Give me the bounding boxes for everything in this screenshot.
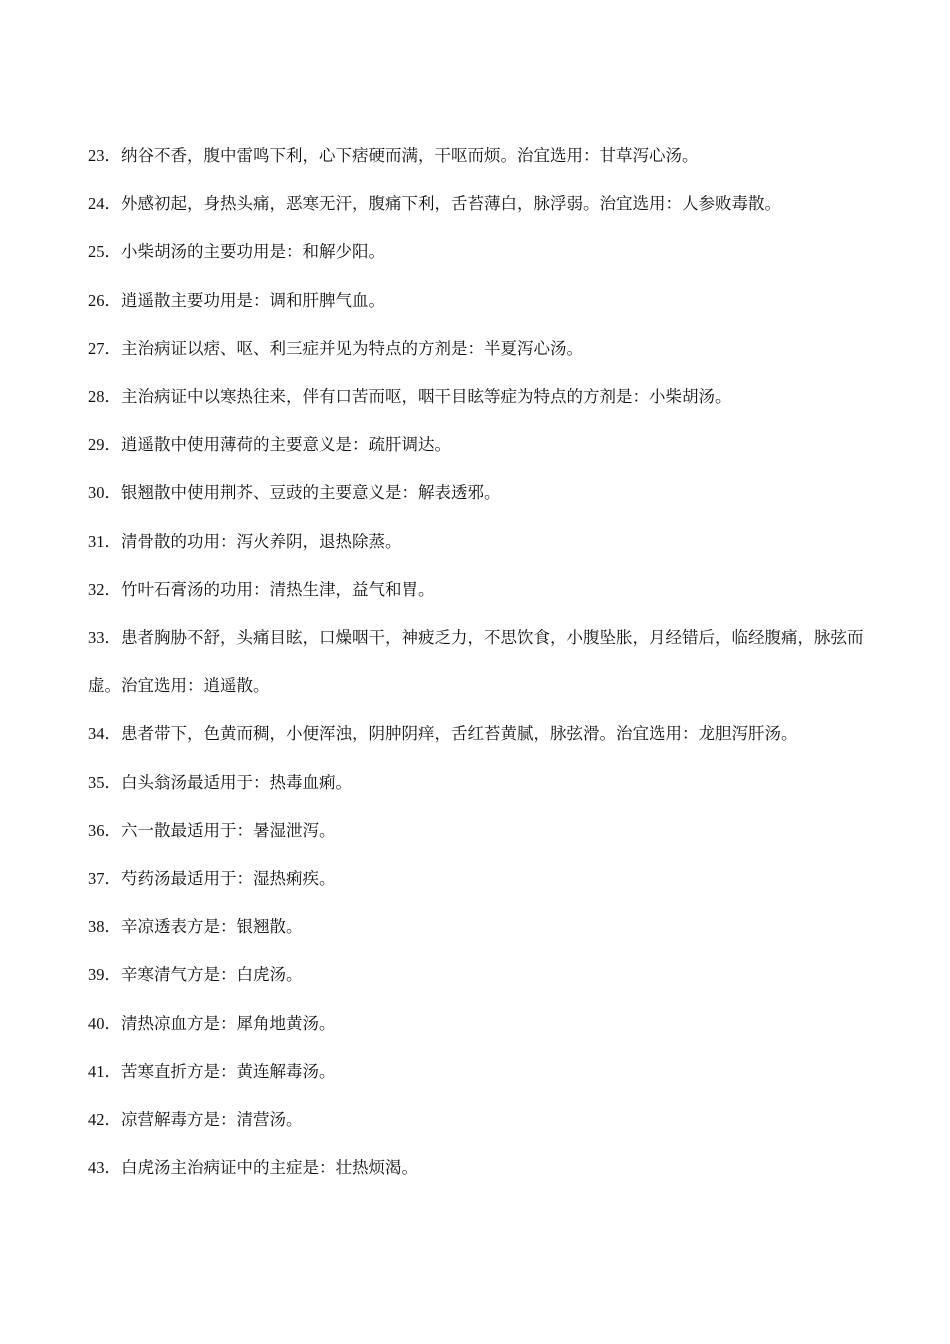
item-text: 凉营解毒方是：清营汤。	[121, 1110, 303, 1130]
item-text: 六一散最适用于：暑湿泄泻。	[121, 820, 336, 840]
item-text: 芍药汤最适用于：湿热痢疾。	[121, 869, 336, 889]
list-item	[88, 1048, 866, 1096]
list-item	[88, 951, 866, 999]
list-item	[88, 759, 866, 807]
list-item	[88, 518, 866, 566]
item-number: 38．	[88, 917, 121, 937]
item-number: 32．	[88, 579, 121, 599]
item-text: 患者胸胁不舒，头痛目眩，口燥咽干，神疲乏力，不思饮食，小腹坠胀，月经错后，临经腹痛，脉弦而虚。治宜选用：逍遥散。	[88, 628, 864, 696]
question-list	[88, 132, 866, 1192]
item-number: 25．	[88, 242, 121, 262]
item-number: 35．	[88, 772, 121, 792]
list-item	[88, 855, 866, 903]
list-item	[88, 421, 866, 469]
item-text: 白虎汤主治病证中的主症是：壮热烦渴。	[121, 1158, 418, 1178]
item-text: 辛寒清气方是：白虎汤。	[121, 965, 303, 985]
item-text: 外感初起，身热头痛，恶寒无汗，腹痛下利，舌苔薄白，脉浮弱。治宜选用：人参败毒散。	[121, 194, 781, 214]
item-number: 23．	[88, 146, 121, 165]
item-text: 逍遥散主要功用是：调和肝脾气血。	[121, 290, 385, 310]
list-item	[88, 373, 866, 421]
item-text: 小柴胡汤的主要功用是：和解少阳。	[121, 242, 385, 262]
item-text: 辛凉透表方是：银翘散。	[121, 917, 303, 937]
item-number: 34．	[88, 724, 121, 744]
list-item	[88, 228, 866, 276]
item-number: 41．	[88, 1061, 121, 1081]
item-text: 纳谷不香，腹中雷鸣下利，心下痞硬而满，干呕而烦。治宜选用：甘草泻心汤。	[121, 146, 699, 165]
item-number: 31．	[88, 531, 121, 551]
item-number: 39．	[88, 965, 121, 985]
item-text: 逍遥散中使用薄荷的主要意义是：疏肝调达。	[121, 435, 451, 455]
item-text: 清热凉血方是：犀角地黄汤。	[121, 1013, 336, 1033]
item-text: 患者带下，色黄而稠，小便浑浊，阴肿阴痒，舌红苔黄腻，脉弦滑。治宜选用：龙胆泻肝汤。	[121, 724, 798, 744]
item-number: 28．	[88, 387, 121, 407]
item-text: 苦寒直折方是：黄连解毒汤。	[121, 1061, 336, 1081]
list-item	[88, 903, 866, 951]
item-number: 40．	[88, 1013, 121, 1033]
item-text: 竹叶石膏汤的功用：清热生津，益气和胃。	[121, 579, 435, 599]
item-text: 银翘散中使用荆芥、豆豉的主要意义是：解表透邪。	[121, 483, 501, 503]
item-number: 33．	[88, 628, 121, 648]
item-number: 36．	[88, 820, 121, 840]
list-item	[88, 1144, 866, 1192]
item-number: 42．	[88, 1110, 121, 1130]
item-text: 白头翁汤最适用于：热毒血痢。	[121, 772, 352, 792]
list-item	[88, 1096, 866, 1144]
item-number: 43．	[88, 1158, 121, 1178]
item-number: 37．	[88, 869, 121, 889]
list-item	[88, 325, 866, 373]
list-item	[88, 180, 866, 228]
list-item	[88, 277, 866, 325]
item-text: 清骨散的功用：泻火养阴，退热除蒸。	[121, 531, 402, 551]
list-item	[88, 132, 866, 180]
list-item	[88, 566, 866, 614]
item-number: 26．	[88, 290, 121, 310]
item-number: 24．	[88, 194, 121, 214]
item-text: 主治病证中以寒热往来，伴有口苦而呕，咽干目眩等症为特点的方剂是：小柴胡汤。	[121, 387, 732, 407]
item-number: 29．	[88, 435, 121, 455]
list-item	[88, 469, 866, 517]
list-item	[88, 710, 866, 758]
item-number: 27．	[88, 338, 121, 358]
item-text: 主治病证以痞、呕、利三症并见为特点的方剂是：半夏泻心汤。	[121, 338, 583, 358]
list-item	[88, 1000, 866, 1048]
list-item	[88, 614, 866, 710]
item-number: 30．	[88, 483, 121, 503]
list-item	[88, 807, 866, 855]
